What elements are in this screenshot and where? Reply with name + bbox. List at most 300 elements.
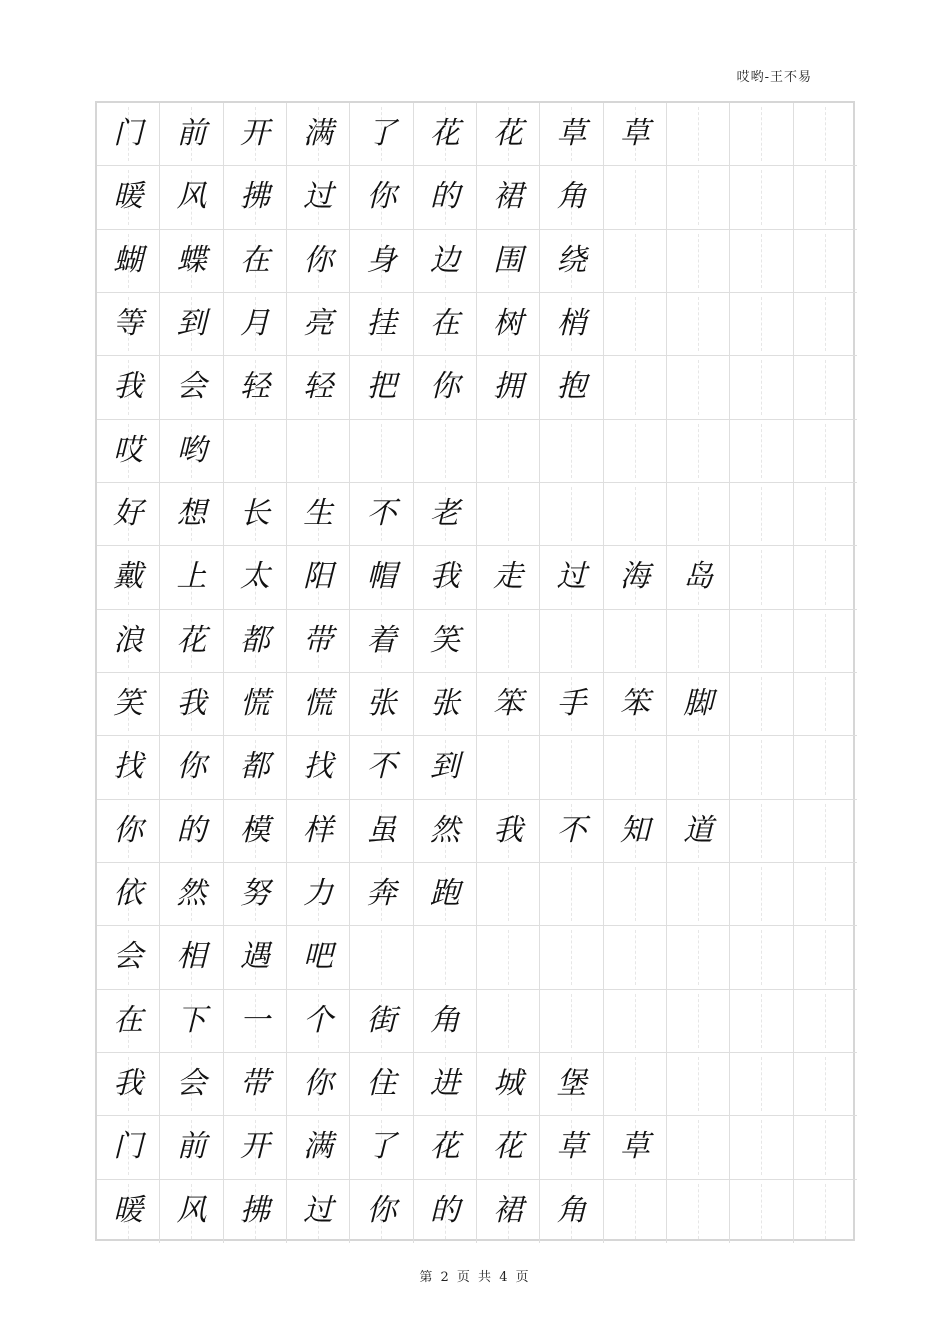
grid-cell — [730, 230, 793, 293]
grid-cell — [794, 990, 857, 1053]
grid-cell — [160, 293, 223, 356]
grid-cell — [224, 990, 287, 1053]
grid-cell — [794, 863, 857, 926]
grid-cell — [350, 103, 413, 166]
grid-cell — [794, 230, 857, 293]
lyric-character: 生 — [303, 496, 334, 532]
lyric-character: 太 — [239, 559, 270, 595]
lyric-character: 开 — [239, 116, 270, 152]
lyric-character: 你 — [176, 749, 207, 785]
grid-cell — [730, 736, 793, 799]
grid-cell — [160, 1180, 223, 1243]
lyric-character: 老 — [429, 496, 460, 532]
grid-cell — [224, 863, 287, 926]
grid-cell — [604, 483, 667, 546]
grid-cell — [287, 293, 350, 356]
grid-cell — [350, 736, 413, 799]
grid-cell — [794, 546, 857, 609]
grid-cell — [604, 356, 667, 419]
grid-cell — [97, 673, 160, 736]
grid-cell — [224, 800, 287, 863]
lyric-character: 不 — [556, 812, 587, 848]
lyric-character: 草 — [556, 1129, 587, 1165]
grid-cell — [794, 356, 857, 419]
lyric-character: 门 — [113, 1129, 144, 1165]
grid-cell — [414, 103, 477, 166]
lyric-character: 我 — [176, 686, 207, 722]
lyric-character: 花 — [429, 116, 460, 152]
grid-cell — [287, 1180, 350, 1243]
lyric-character: 笑 — [113, 686, 144, 722]
lyric-character: 梢 — [556, 306, 587, 342]
grid-cell — [287, 736, 350, 799]
lyric-character: 把 — [366, 369, 397, 405]
grid-cell — [604, 546, 667, 609]
grid-cell — [224, 610, 287, 673]
lyric-character: 慌 — [303, 686, 334, 722]
grid-cell — [97, 736, 160, 799]
grid-cell — [604, 926, 667, 989]
lyric-character: 满 — [303, 116, 334, 152]
lyric-character: 张 — [429, 686, 460, 722]
grid-cell — [287, 926, 350, 989]
lyric-character: 都 — [239, 622, 270, 658]
grid-cell — [794, 1116, 857, 1179]
grid-cell — [350, 420, 413, 483]
grid-cell — [287, 230, 350, 293]
grid-cell — [350, 863, 413, 926]
grid-cell — [160, 800, 223, 863]
grid-cell — [97, 926, 160, 989]
grid-cell — [350, 356, 413, 419]
lyric-character: 角 — [556, 1193, 587, 1229]
grid-cell — [97, 483, 160, 546]
lyric-character: 绕 — [556, 242, 587, 278]
lyric-character: 想 — [176, 496, 207, 532]
grid-row — [97, 420, 853, 483]
grid-cell — [667, 673, 730, 736]
grid-cell — [287, 356, 350, 419]
grid-cell — [477, 736, 540, 799]
lyric-character: 你 — [429, 369, 460, 405]
grid-cell — [794, 610, 857, 673]
lyric-character: 都 — [239, 749, 270, 785]
grid-cell — [477, 990, 540, 1053]
grid-cell — [667, 166, 730, 229]
grid-cell — [540, 673, 603, 736]
grid-cell — [160, 926, 223, 989]
grid-cell — [287, 800, 350, 863]
grid-row — [97, 293, 853, 356]
grid-cell — [160, 1053, 223, 1116]
lyric-character: 的 — [176, 812, 207, 848]
grid-cell — [350, 483, 413, 546]
grid-cell — [350, 1053, 413, 1116]
grid-cell — [477, 420, 540, 483]
grid-cell — [287, 546, 350, 609]
lyric-character: 努 — [239, 876, 270, 912]
lyric-character: 戴 — [113, 559, 144, 595]
lyric-character: 知 — [619, 812, 650, 848]
grid-cell — [604, 293, 667, 356]
grid-cell — [224, 1180, 287, 1243]
grid-cell — [730, 483, 793, 546]
lyric-character: 暖 — [113, 179, 144, 215]
grid-cell — [604, 736, 667, 799]
grid-cell — [414, 546, 477, 609]
lyric-character: 哎 — [113, 432, 144, 468]
grid-row — [97, 610, 853, 673]
grid-cell — [477, 483, 540, 546]
grid-cell — [350, 230, 413, 293]
grid-cell — [414, 356, 477, 419]
grid-cell — [730, 356, 793, 419]
lyric-character: 吧 — [303, 939, 334, 975]
grid-cell — [794, 1180, 857, 1243]
grid-row — [97, 1116, 853, 1179]
lyric-character: 笨 — [619, 686, 650, 722]
lyric-character: 我 — [493, 812, 524, 848]
grid-cell — [160, 546, 223, 609]
grid-cell — [667, 863, 730, 926]
grid-cell — [794, 800, 857, 863]
grid-cell — [477, 356, 540, 419]
lyric-character: 到 — [429, 749, 460, 785]
grid-cell — [97, 420, 160, 483]
lyric-character: 花 — [493, 1129, 524, 1165]
grid-cell — [160, 420, 223, 483]
grid-cell — [97, 1180, 160, 1243]
grid-row — [97, 483, 853, 546]
grid-row — [97, 800, 853, 863]
grid-cell — [794, 483, 857, 546]
grid-cell — [604, 863, 667, 926]
lyric-character: 过 — [303, 179, 334, 215]
lyric-character: 拂 — [239, 1193, 270, 1229]
grid-cell — [604, 673, 667, 736]
grid-cell — [604, 1180, 667, 1243]
lyric-character: 张 — [366, 686, 397, 722]
grid-cell — [224, 356, 287, 419]
grid-cell — [540, 230, 603, 293]
lyric-character: 裙 — [493, 179, 524, 215]
grid-cell — [287, 990, 350, 1053]
grid-cell — [160, 863, 223, 926]
lyric-character: 堡 — [556, 1066, 587, 1102]
lyric-character: 树 — [493, 306, 524, 342]
grid-cell — [540, 293, 603, 356]
grid-cell — [97, 293, 160, 356]
grid-cell — [224, 166, 287, 229]
grid-cell — [540, 863, 603, 926]
grid-cell — [224, 483, 287, 546]
grid-cell — [477, 546, 540, 609]
grid-cell — [414, 926, 477, 989]
lyric-character: 边 — [429, 242, 460, 278]
lyric-character: 裙 — [493, 1193, 524, 1229]
lyric-character: 遇 — [239, 939, 270, 975]
grid-cell — [350, 800, 413, 863]
grid-cell — [224, 420, 287, 483]
grid-cell — [477, 103, 540, 166]
grid-cell — [667, 1116, 730, 1179]
grid-cell — [794, 103, 857, 166]
lyric-character: 了 — [366, 1129, 397, 1165]
lyric-character: 围 — [493, 242, 524, 278]
grid-cell — [540, 1116, 603, 1179]
lyric-character: 手 — [556, 686, 587, 722]
practice-grid — [95, 101, 855, 1241]
grid-cell — [414, 293, 477, 356]
grid-cell — [224, 926, 287, 989]
lyric-character: 浪 — [113, 622, 144, 658]
grid-cell — [730, 863, 793, 926]
grid-cell — [667, 356, 730, 419]
grid-cell — [414, 420, 477, 483]
grid-cell — [350, 990, 413, 1053]
grid-cell — [604, 230, 667, 293]
grid-cell — [414, 736, 477, 799]
grid-cell — [540, 1180, 603, 1243]
grid-cell — [540, 356, 603, 419]
grid-cell — [667, 736, 730, 799]
lyric-character: 月 — [239, 306, 270, 342]
grid-cell — [477, 926, 540, 989]
lyric-character: 相 — [176, 939, 207, 975]
page-number: 第 2 页 共 4 页 — [419, 1270, 531, 1285]
grid-cell — [414, 610, 477, 673]
lyric-character: 笨 — [493, 686, 524, 722]
grid-cell — [667, 990, 730, 1053]
grid-cell — [730, 926, 793, 989]
grid-cell — [160, 610, 223, 673]
grid-cell — [477, 166, 540, 229]
grid-cell — [160, 1116, 223, 1179]
lyric-character: 拥 — [493, 369, 524, 405]
lyric-character: 会 — [176, 1066, 207, 1102]
lyric-character: 带 — [303, 622, 334, 658]
lyric-character: 上 — [176, 559, 207, 595]
grid-cell — [414, 1116, 477, 1179]
lyric-character: 暖 — [113, 1193, 144, 1229]
grid-cell — [477, 293, 540, 356]
lyric-character: 亮 — [303, 306, 334, 342]
grid-cell — [540, 546, 603, 609]
grid-cell — [667, 1180, 730, 1243]
grid-cell — [160, 356, 223, 419]
grid-cell — [730, 990, 793, 1053]
grid-cell — [540, 926, 603, 989]
lyric-character: 慌 — [239, 686, 270, 722]
grid-cell — [160, 673, 223, 736]
lyric-character: 到 — [176, 306, 207, 342]
lyric-character: 你 — [366, 179, 397, 215]
grid-row — [97, 166, 853, 229]
grid-cell — [350, 546, 413, 609]
lyric-character: 草 — [556, 116, 587, 152]
lyric-character: 蝶 — [176, 242, 207, 278]
grid-cell — [160, 230, 223, 293]
grid-cell — [414, 1053, 477, 1116]
grid-row — [97, 230, 853, 293]
grid-cell — [730, 1180, 793, 1243]
grid-cell — [287, 103, 350, 166]
lyric-character: 街 — [366, 1002, 397, 1038]
grid-cell — [224, 293, 287, 356]
grid-cell — [794, 736, 857, 799]
lyric-character: 依 — [113, 876, 144, 912]
grid-cell — [604, 420, 667, 483]
grid-cell — [540, 610, 603, 673]
lyric-character: 我 — [113, 1066, 144, 1102]
lyric-character: 样 — [303, 812, 334, 848]
lyric-character: 找 — [303, 749, 334, 785]
grid-cell — [667, 926, 730, 989]
grid-cell — [97, 1053, 160, 1116]
grid-cell — [414, 230, 477, 293]
grid-cell — [414, 673, 477, 736]
grid-cell — [667, 230, 730, 293]
grid-cell — [414, 863, 477, 926]
grid-cell — [224, 103, 287, 166]
lyric-character: 拂 — [239, 179, 270, 215]
lyric-character: 前 — [176, 1129, 207, 1165]
grid-cell — [160, 483, 223, 546]
grid-cell — [160, 166, 223, 229]
lyric-character: 你 — [303, 242, 334, 278]
lyric-character: 的 — [429, 1193, 460, 1229]
grid-cell — [794, 673, 857, 736]
grid-row — [97, 1053, 853, 1116]
lyric-character: 在 — [429, 306, 460, 342]
grid-row — [97, 736, 853, 799]
grid-row — [97, 926, 853, 989]
lyric-character: 的 — [429, 179, 460, 215]
grid-cell — [604, 990, 667, 1053]
grid-cell — [540, 166, 603, 229]
grid-cell — [477, 1180, 540, 1243]
grid-cell — [97, 990, 160, 1053]
lyric-character: 了 — [366, 116, 397, 152]
grid-cell — [730, 293, 793, 356]
grid-cell — [730, 546, 793, 609]
lyric-character: 阳 — [303, 559, 334, 595]
lyric-character: 角 — [556, 179, 587, 215]
lyric-character: 走 — [493, 559, 524, 595]
grid-cell — [97, 1116, 160, 1179]
lyric-character: 花 — [176, 622, 207, 658]
grid-cell — [794, 293, 857, 356]
grid-cell — [224, 736, 287, 799]
grid-row — [97, 103, 853, 166]
grid-cell — [540, 990, 603, 1053]
grid-cell — [287, 610, 350, 673]
grid-cell — [350, 1116, 413, 1179]
lyric-character: 门 — [113, 116, 144, 152]
grid-cell — [730, 1053, 793, 1116]
lyric-character: 开 — [239, 1129, 270, 1165]
lyric-character: 海 — [619, 559, 650, 595]
grid-cell — [477, 610, 540, 673]
grid-cell — [224, 546, 287, 609]
lyric-character: 过 — [556, 559, 587, 595]
lyric-character: 虽 — [366, 812, 397, 848]
grid-cell — [667, 610, 730, 673]
lyric-character: 草 — [619, 116, 650, 152]
grid-cell — [667, 1053, 730, 1116]
lyric-character: 道 — [683, 812, 714, 848]
lyric-character: 笑 — [429, 622, 460, 658]
lyric-character: 我 — [429, 559, 460, 595]
grid-cell — [730, 800, 793, 863]
grid-cell — [350, 166, 413, 229]
grid-cell — [97, 863, 160, 926]
grid-cell — [730, 103, 793, 166]
grid-cell — [287, 863, 350, 926]
grid-cell — [477, 1053, 540, 1116]
lyric-character: 花 — [493, 116, 524, 152]
grid-cell — [97, 356, 160, 419]
grid-cell — [477, 230, 540, 293]
grid-cell — [667, 546, 730, 609]
grid-cell — [97, 166, 160, 229]
lyric-character: 你 — [366, 1193, 397, 1229]
grid-cell — [414, 1180, 477, 1243]
lyric-character: 哟 — [176, 432, 207, 468]
grid-cell — [477, 800, 540, 863]
grid-cell — [224, 1053, 287, 1116]
lyric-character: 进 — [429, 1066, 460, 1102]
lyric-character: 在 — [113, 1002, 144, 1038]
lyric-character: 风 — [176, 179, 207, 215]
grid-cell — [287, 483, 350, 546]
lyric-character: 挂 — [366, 306, 397, 342]
lyric-character: 蝴 — [113, 242, 144, 278]
lyric-character: 角 — [429, 1002, 460, 1038]
grid-cell — [794, 166, 857, 229]
grid-cell — [287, 420, 350, 483]
lyric-character: 会 — [113, 939, 144, 975]
lyric-character: 然 — [176, 876, 207, 912]
lyric-character: 力 — [303, 876, 334, 912]
lyric-character: 我 — [113, 369, 144, 405]
lyric-character: 草 — [619, 1129, 650, 1165]
grid-cell — [287, 1053, 350, 1116]
grid-cell — [414, 166, 477, 229]
lyric-character: 在 — [239, 242, 270, 278]
grid-cell — [540, 1053, 603, 1116]
grid-cell — [160, 990, 223, 1053]
lyric-character: 长 — [239, 496, 270, 532]
grid-cell — [97, 230, 160, 293]
grid-cell — [350, 926, 413, 989]
lyric-character: 抱 — [556, 369, 587, 405]
grid-cell — [794, 420, 857, 483]
grid-cell — [477, 1116, 540, 1179]
grid-cell — [224, 1116, 287, 1179]
lyric-character: 跑 — [429, 876, 460, 912]
lyric-character: 着 — [366, 622, 397, 658]
lyric-character: 风 — [176, 1193, 207, 1229]
lyric-character: 会 — [176, 369, 207, 405]
grid-cell — [414, 990, 477, 1053]
lyric-character: 城 — [493, 1066, 524, 1102]
lyric-character: 轻 — [239, 369, 270, 405]
grid-cell — [224, 673, 287, 736]
lyric-character: 岛 — [683, 559, 714, 595]
grid-cell — [350, 673, 413, 736]
lyric-character: 模 — [239, 812, 270, 848]
